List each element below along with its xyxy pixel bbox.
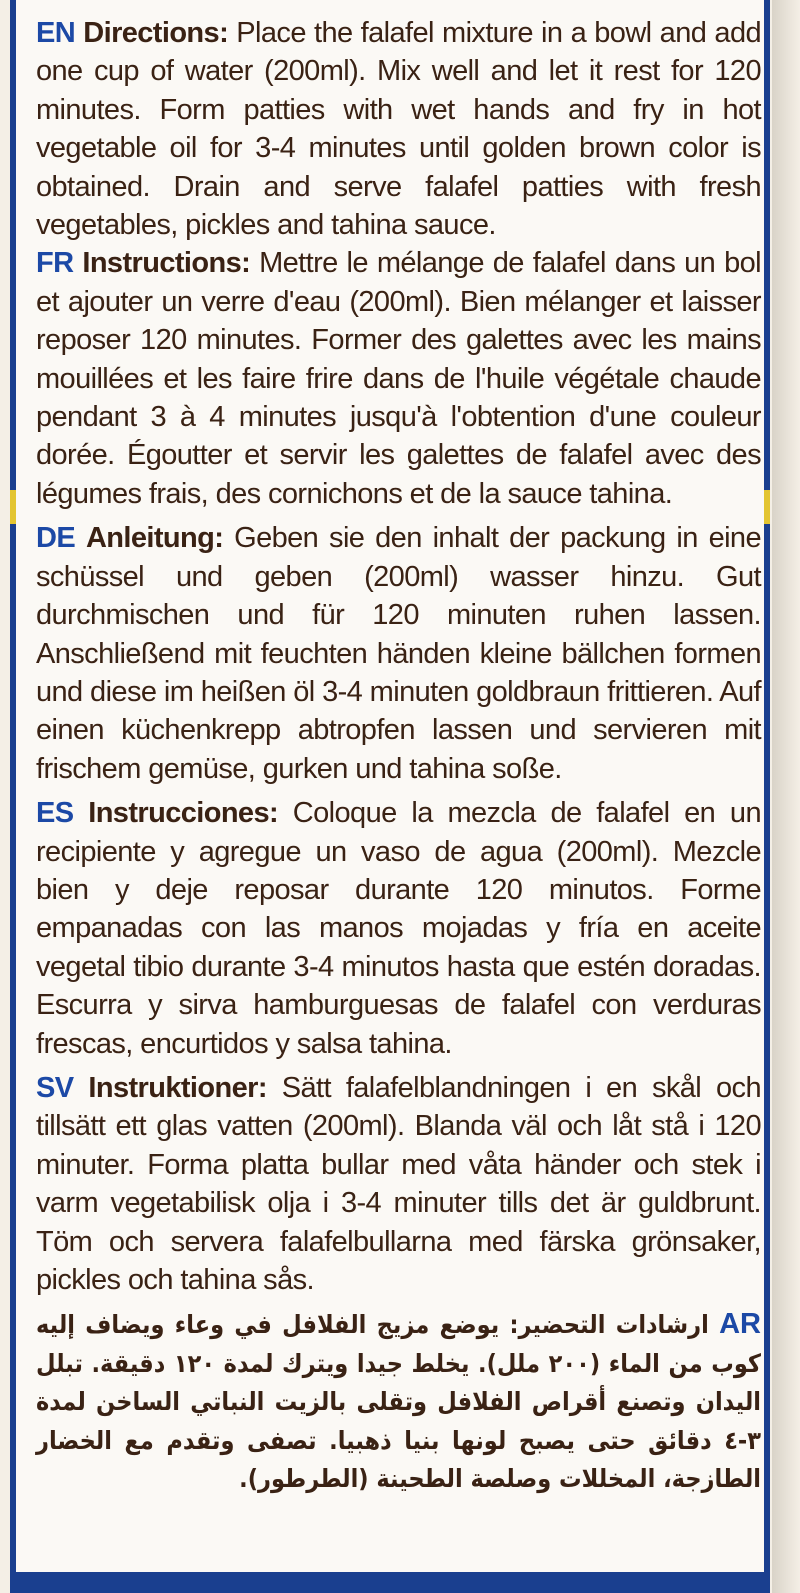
directions-text: [36, 14, 761, 1498]
heading-de: Anleitung:: [85, 522, 224, 555]
language-code-es: ES: [36, 797, 74, 830]
text-sv: Sätt falafelblandningen i en skål och tillsätt ett glas vatten (200ml). Blanda väl och låt stå i 120 minuter. Forma platta bullar med våta händer och stek i varm vegetabilisk olja i 3-4 minuter tills det är guldbrunt. Töm och servera falafelbullarna med färska grönsaker, pickles och tahina sås.: [36, 1071, 761, 1296]
language-code-fr: FR: [36, 247, 74, 280]
language-code-sv: SV: [36, 1071, 74, 1104]
section-en: [36, 14, 761, 244]
language-code-en: EN: [36, 17, 76, 49]
text-fr: Mettre le mélange de falafel dans un bol et ajouter un verre d'eau (200ml). Bien mélanger et laisser reposer 120 minutes. Former des galettes avec les mains mouillées et les faire frire dans de l'huile végétale chaude pendant 3 à 4 minutes jusqu'à l'obtention d'une couleur dorée. Égoutter et servir les galettes de falafel avec des légumes frais, des cornichons et de la sauce tahina.: [36, 247, 761, 510]
section-ar: [36, 1305, 761, 1498]
package-edge: [772, 0, 800, 1593]
right-yellow-stripe: [764, 490, 770, 524]
heading-sv: Instruktioner:: [88, 1071, 267, 1104]
heading-fr: Instructions:: [82, 247, 251, 280]
section-de: [36, 519, 761, 788]
text-ar: يوضع مزيج الفلافل في وعاء ويضاف إليه كوب من الماء (٢٠٠ ملل). يخلط جيدا ويترك لمدة ١٢٠ دقيقة. تبلل اليدان وتصنع أقراص الفلافل وتقلى بالزيت النباتي الساخن لمدة ٣-٤ دقائق حتى يصبح لونها بنيا ذهبيا. تصفى وتقدم مع الخضار الطازجة، المخللات وصلصة الطحينة (الطرطور).: [36, 1310, 762, 1494]
left-yellow-stripe: [10, 490, 16, 524]
heading-ar: ارشادات التحضير:: [509, 1310, 709, 1340]
section-fr: [36, 244, 761, 513]
language-code-ar: AR: [719, 1308, 761, 1341]
section-sv: [36, 1069, 761, 1299]
bottom-blue-band: [10, 1572, 770, 1593]
heading-es: Instrucciones:: [88, 797, 279, 830]
heading-en: Directions:: [83, 17, 229, 49]
text-en: Place the falafel mixture in a bowl and add one cup of water (200ml). Mix well and let it rest for 120 minutes. Form patties with wet hands and fry in hot vegetable oil for 3-4 minutes until golden brown color is obtained. Drain and serve falafel patties with fresh vegetables, pickles and tahina sauce.: [36, 17, 761, 242]
section-es: [36, 794, 761, 1063]
language-code-de: DE: [36, 522, 76, 555]
text-es: Coloque la mezcla de falafel en un recipiente y agregue un vaso de agua (200ml). Mezcle bien y deje reposar durante 120 minutos. Forme empanadas con las manos mojadas y fría en aceite vegetal tibio durante 3-4 minutos hasta que estén doradas. Escurra y sirva hamburguesas de falafel con verduras frescas, encurtidos y salsa tahina.: [36, 797, 761, 1060]
text-de: Geben sie den inhalt der packung in eine schüssel und geben (200ml) wasser hinzu. Gut durchmischen und für 120 minuten ruhen lassen. Anschließend mit feuchten händen kleine bällchen formen und diese im heißen öl 3-4 minuten goldbraun frittieren. Auf einen küchenkrepp abtropfen lassen und servieren mit frischem gemüse, gurken und tahina soße.: [36, 522, 761, 785]
